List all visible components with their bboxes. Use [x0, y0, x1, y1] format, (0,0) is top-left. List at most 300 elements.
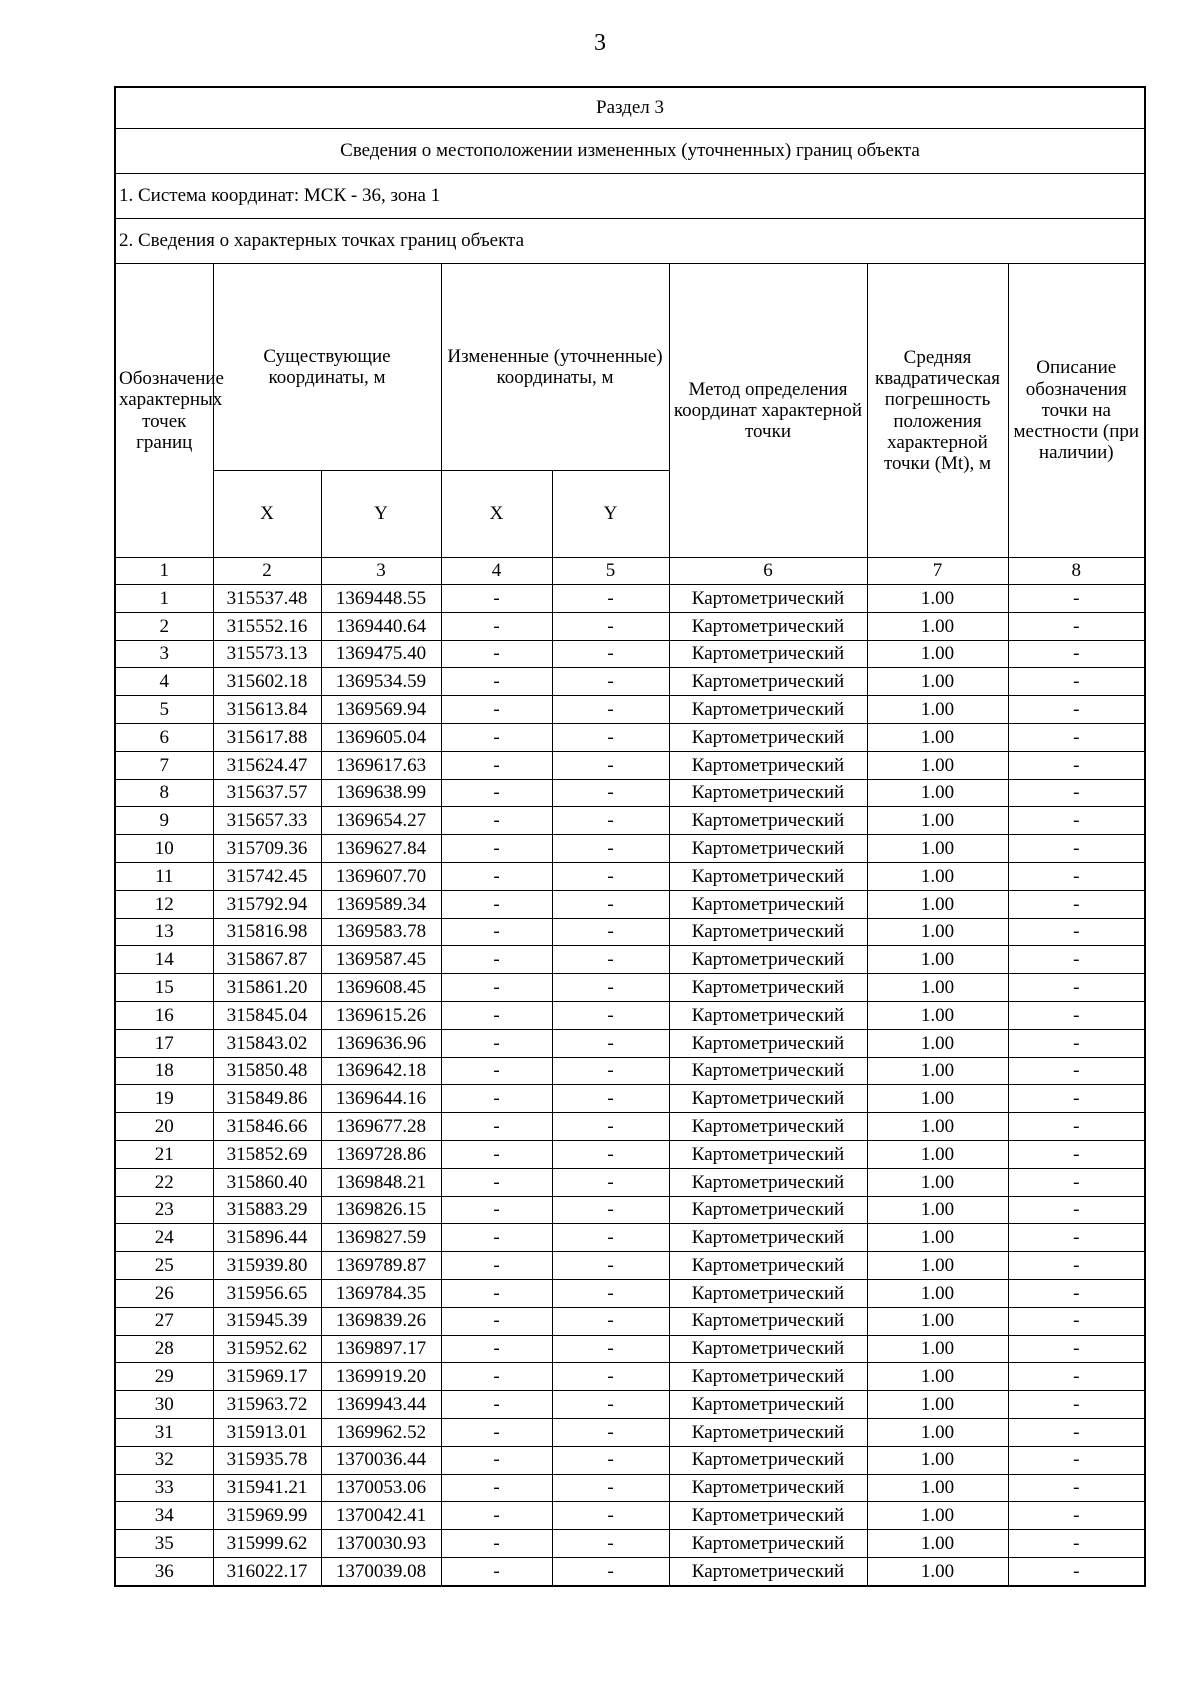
table-row: [115, 890, 1145, 918]
changed-y-cell: -: [552, 1279, 669, 1307]
changed-x-cell: -: [441, 696, 552, 724]
changed-y-cell: -: [552, 890, 669, 918]
description-cell: -: [1008, 696, 1145, 724]
changed-y-cell: -: [552, 1335, 669, 1363]
table-row: [115, 751, 1145, 779]
existing-y-cell: 1369839.26: [321, 1307, 441, 1335]
changed-x-cell: -: [441, 751, 552, 779]
method-cell: Картометрический: [669, 835, 867, 863]
changed-y-cell: -: [552, 1029, 669, 1057]
table-row: [115, 612, 1145, 640]
existing-x-cell: 315956.65: [213, 1279, 321, 1307]
existing-y-cell: 1369636.96: [321, 1029, 441, 1057]
boundary-points-table: [114, 86, 1146, 1587]
changed-y-cell: -: [552, 1224, 669, 1252]
table-row: [115, 1196, 1145, 1224]
error-mt-cell: 1.00: [867, 779, 1008, 807]
method-cell: Картометрический: [669, 1029, 867, 1057]
changed-x-cell: -: [441, 890, 552, 918]
table-row: [115, 1418, 1145, 1446]
changed-x-cell: -: [441, 1279, 552, 1307]
description-cell: -: [1008, 1113, 1145, 1141]
description-cell: -: [1008, 612, 1145, 640]
table-row: [115, 946, 1145, 974]
existing-y-cell: 1369848.21: [321, 1168, 441, 1196]
changed-y-cell: -: [552, 751, 669, 779]
column-number: 7: [867, 558, 1008, 585]
point-number-cell: 24: [115, 1224, 213, 1252]
existing-y-cell: 1369569.94: [321, 696, 441, 724]
existing-y-cell: 1369583.78: [321, 918, 441, 946]
method-cell: Картометрический: [669, 779, 867, 807]
existing-x-cell: 315896.44: [213, 1224, 321, 1252]
method-cell: Картометрический: [669, 807, 867, 835]
table-row: [115, 1530, 1145, 1558]
error-mt-cell: 1.00: [867, 1391, 1008, 1419]
table-row: [115, 696, 1145, 724]
point-number-cell: 4: [115, 668, 213, 696]
existing-y-cell: 1369534.59: [321, 668, 441, 696]
changed-x-cell: -: [441, 1557, 552, 1585]
header-changed-y: Y: [552, 471, 669, 558]
point-number-cell: 12: [115, 890, 213, 918]
error-mt-cell: 1.00: [867, 974, 1008, 1002]
method-cell: Картометрический: [669, 1224, 867, 1252]
point-number-cell: 23: [115, 1196, 213, 1224]
existing-x-cell: 315883.29: [213, 1196, 321, 1224]
description-cell: -: [1008, 751, 1145, 779]
table-row: [115, 862, 1145, 890]
changed-x-cell: -: [441, 668, 552, 696]
changed-x-cell: -: [441, 1224, 552, 1252]
description-cell: -: [1008, 668, 1145, 696]
method-cell: Картометрический: [669, 1279, 867, 1307]
existing-x-cell: 315969.99: [213, 1502, 321, 1530]
changed-x-cell: -: [441, 1502, 552, 1530]
description-cell: -: [1008, 1224, 1145, 1252]
changed-x-cell: -: [441, 640, 552, 668]
description-cell: -: [1008, 1335, 1145, 1363]
description-cell: -: [1008, 1307, 1145, 1335]
table-row: [115, 1391, 1145, 1419]
description-cell: -: [1008, 1029, 1145, 1057]
point-number-cell: 30: [115, 1391, 213, 1419]
column-number: 8: [1008, 558, 1145, 585]
changed-x-cell: -: [441, 1252, 552, 1280]
error-mt-cell: 1.00: [867, 1335, 1008, 1363]
existing-y-cell: 1370030.93: [321, 1530, 441, 1558]
table-row: [115, 835, 1145, 863]
point-number-cell: 11: [115, 862, 213, 890]
table-row: [115, 779, 1145, 807]
description-cell: -: [1008, 640, 1145, 668]
existing-y-cell: 1369615.26: [321, 1001, 441, 1029]
error-mt-cell: 1.00: [867, 835, 1008, 863]
existing-y-cell: 1369654.27: [321, 807, 441, 835]
points-caption: 2. Сведения о характерных точках границ объекта: [115, 219, 1145, 264]
existing-x-cell: 315742.45: [213, 862, 321, 890]
error-mt-cell: 1.00: [867, 1057, 1008, 1085]
point-number-cell: 35: [115, 1530, 213, 1558]
changed-x-cell: -: [441, 807, 552, 835]
method-cell: Картометрический: [669, 1001, 867, 1029]
changed-x-cell: -: [441, 1530, 552, 1558]
existing-y-cell: 1369608.45: [321, 974, 441, 1002]
existing-y-cell: 1369827.59: [321, 1224, 441, 1252]
method-cell: Картометрический: [669, 1140, 867, 1168]
error-mt-cell: 1.00: [867, 1530, 1008, 1558]
table-row: [115, 1279, 1145, 1307]
error-mt-cell: 1.00: [867, 1001, 1008, 1029]
table-row: [115, 723, 1145, 751]
existing-x-cell: 315843.02: [213, 1029, 321, 1057]
changed-y-cell: -: [552, 835, 669, 863]
existing-y-cell: 1369475.40: [321, 640, 441, 668]
table-row: [115, 974, 1145, 1002]
existing-y-cell: 1370036.44: [321, 1446, 441, 1474]
changed-y-cell: -: [552, 1446, 669, 1474]
table-row: [115, 1001, 1145, 1029]
error-mt-cell: 1.00: [867, 696, 1008, 724]
changed-y-cell: -: [552, 668, 669, 696]
changed-y-cell: -: [552, 1307, 669, 1335]
column-number: 1: [115, 558, 213, 585]
changed-x-cell: -: [441, 1085, 552, 1113]
method-cell: Картометрический: [669, 1418, 867, 1446]
changed-x-cell: -: [441, 1113, 552, 1141]
changed-y-cell: -: [552, 640, 669, 668]
table-row: [115, 1140, 1145, 1168]
description-cell: -: [1008, 1252, 1145, 1280]
existing-y-cell: 1369826.15: [321, 1196, 441, 1224]
existing-x-cell: 315945.39: [213, 1307, 321, 1335]
description-cell: -: [1008, 1446, 1145, 1474]
method-cell: Картометрический: [669, 585, 867, 613]
existing-x-cell: 315816.98: [213, 918, 321, 946]
point-number-cell: 2: [115, 612, 213, 640]
existing-x-cell: 315552.16: [213, 612, 321, 640]
point-number-cell: 16: [115, 1001, 213, 1029]
description-cell: -: [1008, 1474, 1145, 1502]
coordinate-system: 1. Система координат: МСК - 36, зона 1: [115, 174, 1145, 219]
point-number-cell: 1: [115, 585, 213, 613]
point-number-cell: 31: [115, 1418, 213, 1446]
error-mt-cell: 1.00: [867, 1474, 1008, 1502]
table-row: [115, 1502, 1145, 1530]
header-existing-y: Y: [321, 471, 441, 558]
point-number-cell: 27: [115, 1307, 213, 1335]
changed-y-cell: -: [552, 696, 669, 724]
method-cell: Картометрический: [669, 612, 867, 640]
method-cell: Картометрический: [669, 723, 867, 751]
changed-y-cell: -: [552, 585, 669, 613]
error-mt-cell: 1.00: [867, 1307, 1008, 1335]
method-cell: Картометрический: [669, 696, 867, 724]
changed-x-cell: -: [441, 918, 552, 946]
existing-y-cell: 1369784.35: [321, 1279, 441, 1307]
point-number-cell: 32: [115, 1446, 213, 1474]
table-row: [115, 1113, 1145, 1141]
existing-x-cell: 315709.36: [213, 835, 321, 863]
description-cell: -: [1008, 835, 1145, 863]
point-number-cell: 25: [115, 1252, 213, 1280]
method-cell: Картометрический: [669, 1391, 867, 1419]
existing-y-cell: 1369589.34: [321, 890, 441, 918]
existing-x-cell: 315845.04: [213, 1001, 321, 1029]
page-number: 3: [594, 30, 606, 56]
header-description: Описание обозначения точки на местности (при наличии): [1008, 264, 1145, 558]
existing-x-cell: 315617.88: [213, 723, 321, 751]
changed-y-cell: -: [552, 1557, 669, 1585]
point-number-cell: 22: [115, 1168, 213, 1196]
changed-x-cell: -: [441, 723, 552, 751]
existing-x-cell: 315602.18: [213, 668, 321, 696]
error-mt-cell: 1.00: [867, 668, 1008, 696]
description-cell: -: [1008, 918, 1145, 946]
changed-y-cell: -: [552, 918, 669, 946]
description-cell: -: [1008, 1085, 1145, 1113]
header-designation: Обозначение характерных точек границ: [115, 264, 213, 558]
description-cell: -: [1008, 974, 1145, 1002]
description-cell: -: [1008, 1363, 1145, 1391]
changed-x-cell: -: [441, 1391, 552, 1419]
existing-x-cell: 315941.21: [213, 1474, 321, 1502]
changed-x-cell: -: [441, 1474, 552, 1502]
changed-x-cell: -: [441, 1335, 552, 1363]
changed-x-cell: -: [441, 1029, 552, 1057]
method-cell: Картометрический: [669, 1363, 867, 1391]
changed-y-cell: -: [552, 779, 669, 807]
method-cell: Картометрический: [669, 640, 867, 668]
existing-x-cell: 315860.40: [213, 1168, 321, 1196]
changed-y-cell: -: [552, 1168, 669, 1196]
column-number: 3: [321, 558, 441, 585]
changed-y-cell: -: [552, 612, 669, 640]
existing-y-cell: 1369677.28: [321, 1113, 441, 1141]
existing-y-cell: 1369607.70: [321, 862, 441, 890]
description-cell: -: [1008, 1557, 1145, 1585]
changed-x-cell: -: [441, 835, 552, 863]
existing-y-cell: 1369728.86: [321, 1140, 441, 1168]
changed-x-cell: -: [441, 1363, 552, 1391]
table-row: [115, 1224, 1145, 1252]
existing-y-cell: 1369962.52: [321, 1418, 441, 1446]
existing-y-cell: 1369617.63: [321, 751, 441, 779]
point-number-cell: 26: [115, 1279, 213, 1307]
point-number-cell: 29: [115, 1363, 213, 1391]
error-mt-cell: 1.00: [867, 1085, 1008, 1113]
description-cell: -: [1008, 1279, 1145, 1307]
changed-y-cell: -: [552, 1196, 669, 1224]
method-cell: Картометрический: [669, 1113, 867, 1141]
method-cell: Картометрический: [669, 974, 867, 1002]
existing-y-cell: 1369605.04: [321, 723, 441, 751]
description-cell: -: [1008, 1001, 1145, 1029]
changed-x-cell: -: [441, 779, 552, 807]
existing-x-cell: 315849.86: [213, 1085, 321, 1113]
existing-y-cell: 1369897.17: [321, 1335, 441, 1363]
point-number-cell: 33: [115, 1474, 213, 1502]
changed-x-cell: -: [441, 1057, 552, 1085]
table-row: [115, 1029, 1145, 1057]
existing-y-cell: 1370053.06: [321, 1474, 441, 1502]
error-mt-cell: 1.00: [867, 890, 1008, 918]
changed-y-cell: -: [552, 1474, 669, 1502]
changed-y-cell: -: [552, 1140, 669, 1168]
description-cell: -: [1008, 1391, 1145, 1419]
changed-x-cell: -: [441, 1168, 552, 1196]
points-rows: [115, 585, 1145, 1586]
header-changed-x: X: [441, 471, 552, 558]
description-cell: -: [1008, 1530, 1145, 1558]
error-mt-cell: 1.00: [867, 640, 1008, 668]
column-number: 4: [441, 558, 552, 585]
error-mt-cell: 1.00: [867, 1113, 1008, 1141]
existing-x-cell: 315969.17: [213, 1363, 321, 1391]
table-row: [115, 668, 1145, 696]
header-method: Метод определения координат характерной точки: [669, 264, 867, 558]
description-cell: -: [1008, 946, 1145, 974]
existing-x-cell: 315913.01: [213, 1418, 321, 1446]
existing-y-cell: 1370039.08: [321, 1557, 441, 1585]
existing-x-cell: 315573.13: [213, 640, 321, 668]
error-mt-cell: 1.00: [867, 1029, 1008, 1057]
error-mt-cell: 1.00: [867, 1252, 1008, 1280]
point-number-cell: 8: [115, 779, 213, 807]
error-mt-cell: 1.00: [867, 1279, 1008, 1307]
existing-y-cell: 1369789.87: [321, 1252, 441, 1280]
table-row: [115, 1085, 1145, 1113]
point-number-cell: 36: [115, 1557, 213, 1585]
existing-y-cell: 1369440.64: [321, 612, 441, 640]
description-cell: -: [1008, 779, 1145, 807]
table-row: [115, 1446, 1145, 1474]
method-cell: Картометрический: [669, 1252, 867, 1280]
changed-y-cell: -: [552, 1252, 669, 1280]
error-mt-cell: 1.00: [867, 862, 1008, 890]
changed-y-cell: -: [552, 974, 669, 1002]
changed-y-cell: -: [552, 946, 669, 974]
method-cell: Картометрический: [669, 1557, 867, 1585]
header-error: Средняя квадратическая погрешность положения характерной точки (Mt), м: [867, 264, 1008, 558]
existing-x-cell: 315963.72: [213, 1391, 321, 1419]
existing-x-cell: 315850.48: [213, 1057, 321, 1085]
table-row: [115, 1363, 1145, 1391]
header-existing-coords: Существующие координаты, м: [213, 264, 441, 471]
changed-y-cell: -: [552, 807, 669, 835]
point-number-cell: 6: [115, 723, 213, 751]
method-cell: Картометрический: [669, 1335, 867, 1363]
error-mt-cell: 1.00: [867, 1224, 1008, 1252]
existing-x-cell: 315939.80: [213, 1252, 321, 1280]
error-mt-cell: 1.00: [867, 946, 1008, 974]
existing-x-cell: 315867.87: [213, 946, 321, 974]
table-row: [115, 1168, 1145, 1196]
changed-y-cell: -: [552, 1001, 669, 1029]
changed-y-cell: -: [552, 1113, 669, 1141]
point-number-cell: 15: [115, 974, 213, 1002]
changed-x-cell: -: [441, 1196, 552, 1224]
changed-x-cell: -: [441, 862, 552, 890]
table-row: [115, 1474, 1145, 1502]
changed-x-cell: -: [441, 946, 552, 974]
description-cell: -: [1008, 1057, 1145, 1085]
table-row: [115, 1307, 1145, 1335]
existing-x-cell: 315952.62: [213, 1335, 321, 1363]
changed-y-cell: -: [552, 1085, 669, 1113]
table-row: [115, 1335, 1145, 1363]
existing-x-cell: 315935.78: [213, 1446, 321, 1474]
existing-y-cell: 1369638.99: [321, 779, 441, 807]
existing-y-cell: 1369919.20: [321, 1363, 441, 1391]
point-number-cell: 34: [115, 1502, 213, 1530]
method-cell: Картометрический: [669, 918, 867, 946]
description-cell: -: [1008, 1168, 1145, 1196]
description-cell: -: [1008, 862, 1145, 890]
error-mt-cell: 1.00: [867, 1196, 1008, 1224]
description-cell: -: [1008, 1140, 1145, 1168]
error-mt-cell: 1.00: [867, 1168, 1008, 1196]
existing-x-cell: 316022.17: [213, 1557, 321, 1585]
changed-x-cell: -: [441, 1140, 552, 1168]
existing-y-cell: 1370042.41: [321, 1502, 441, 1530]
existing-x-cell: 315792.94: [213, 890, 321, 918]
existing-x-cell: 315624.47: [213, 751, 321, 779]
existing-y-cell: 1369448.55: [321, 585, 441, 613]
header-existing-x: X: [213, 471, 321, 558]
column-number-row: [115, 558, 1145, 585]
description-cell: -: [1008, 890, 1145, 918]
method-cell: Картометрический: [669, 1530, 867, 1558]
method-cell: Картометрический: [669, 1168, 867, 1196]
point-number-cell: 20: [115, 1113, 213, 1141]
error-mt-cell: 1.00: [867, 751, 1008, 779]
existing-x-cell: 315861.20: [213, 974, 321, 1002]
method-cell: Картометрический: [669, 862, 867, 890]
error-mt-cell: 1.00: [867, 1140, 1008, 1168]
point-number-cell: 18: [115, 1057, 213, 1085]
header-changed-coords: Измененные (уточненные) координаты, м: [441, 264, 669, 471]
changed-y-cell: -: [552, 1502, 669, 1530]
method-cell: Картометрический: [669, 1057, 867, 1085]
error-mt-cell: 1.00: [867, 918, 1008, 946]
changed-x-cell: -: [441, 1307, 552, 1335]
column-number: 5: [552, 558, 669, 585]
existing-x-cell: 315637.57: [213, 779, 321, 807]
changed-x-cell: -: [441, 585, 552, 613]
table-row: [115, 1252, 1145, 1280]
method-cell: Картометрический: [669, 1307, 867, 1335]
table-row: [115, 807, 1145, 835]
method-cell: Картометрический: [669, 1502, 867, 1530]
description-cell: -: [1008, 585, 1145, 613]
table-row: [115, 640, 1145, 668]
changed-x-cell: -: [441, 612, 552, 640]
existing-x-cell: 315537.48: [213, 585, 321, 613]
column-number: 6: [669, 558, 867, 585]
table-row: [115, 1057, 1145, 1085]
description-cell: -: [1008, 1502, 1145, 1530]
method-cell: Картометрический: [669, 890, 867, 918]
existing-x-cell: 315613.84: [213, 696, 321, 724]
existing-x-cell: 315999.62: [213, 1530, 321, 1558]
table-row: [115, 585, 1145, 613]
description-cell: -: [1008, 807, 1145, 835]
existing-x-cell: 315657.33: [213, 807, 321, 835]
section-title: Раздел 3: [115, 87, 1145, 129]
point-number-cell: 14: [115, 946, 213, 974]
point-number-cell: 3: [115, 640, 213, 668]
